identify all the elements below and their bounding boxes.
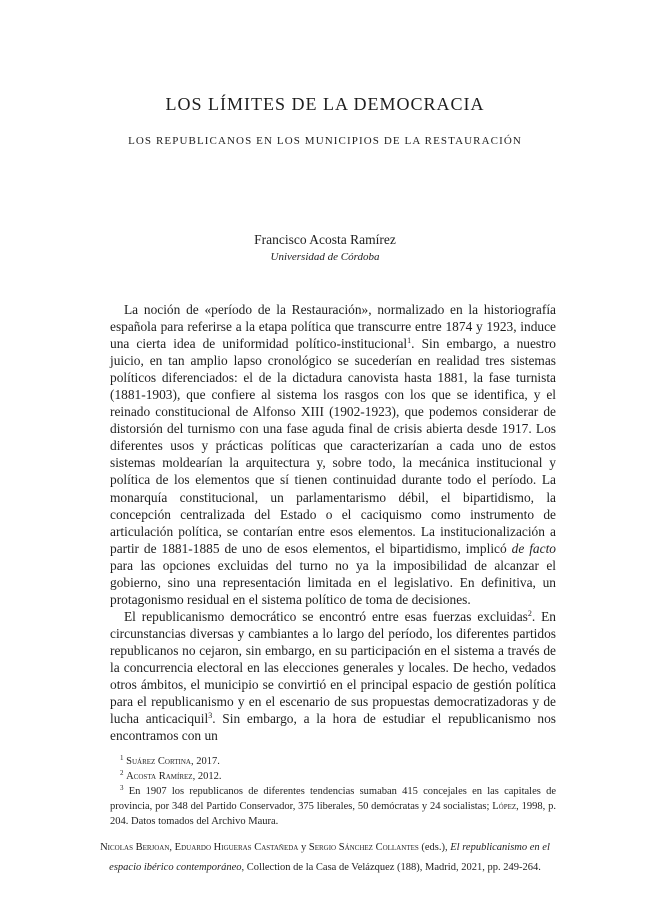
- footnote-3-rest: , 1998, p. 204. Datos tomados del Archivo Maura.: [110, 801, 556, 827]
- chapter-subtitle: LOS REPUBLICANOS EN LOS MUNICIPIOS DE LA RESTAURACIÓN: [128, 135, 522, 147]
- footnote-2: [110, 769, 556, 784]
- footnote-2-author: Acosta Ramírez: [126, 771, 193, 782]
- footnote-1-num: 1: [120, 754, 124, 762]
- citation-sep-1: ,: [169, 842, 175, 853]
- footnote-1-author: Suárez Cortina: [126, 756, 191, 767]
- footnote-ref-1: 1: [407, 336, 412, 346]
- book-citation: [90, 838, 560, 878]
- citation-rest: , Collection de la Casa de Velázquez (188), Madrid, 2021, pp. 249-264.: [241, 862, 541, 873]
- citation-book-title: El republicanismo en el espacio ibérico contemporáneo: [109, 842, 550, 873]
- author-affiliation: Universidad de Córdoba: [270, 251, 380, 263]
- footnote-1-rest: , 2017.: [190, 756, 220, 767]
- citation-editor-2: Eduardo Higueras Castañeda: [174, 842, 299, 853]
- footnote-3-author: López: [492, 801, 517, 812]
- p2-text-b: . En circunstancias diversas y cambiantes a lo largo del período, los diferentes partidos republicanos no cejaron, sin embargo, en su participación en el sistema a través de la concurrencia electoral en las elecciones generales y locales. De hecho, vedados otros ámbitos, el municipio se convirtió en el principal espacio de gestión política para el republicanismo y en el escenario de sus propuestas democratizadoras y de lucha anticaciquil: [110, 608, 556, 727]
- footnote-ref-2: 2: [527, 608, 532, 618]
- footnote-2-num: 2: [120, 769, 124, 777]
- p2-text-c: . Sin embargo, a la hora de estudiar el republicanismo nos encontramos con un: [110, 711, 556, 744]
- footnote-3-text: En 1907 los republicanos de diferentes tendencias sumaban 415 concejales en las capitales de provincia, por 348 del Partido Conservador, 375 liberales, 50 demócratas y 24 socialistas;: [110, 786, 556, 812]
- citation-sep-2: y: [298, 842, 309, 853]
- author-name: Francisco Acosta Ramírez: [254, 232, 396, 247]
- citation-editor-1: Nicolas Berjoan: [100, 842, 170, 853]
- footnote-1: [110, 754, 556, 769]
- body-text: [110, 301, 556, 744]
- p1-text-c: para las opciones excluidas del turno no ya la imposibilidad de alcanzar el gobierno, sino una representación limitada en el legislativo. En definitiva, un protagonismo residual en el sistema político de toma de decisiones.: [110, 557, 556, 607]
- p1-text-b: . Sin embargo, a nuestro juicio, en tan amplio lapso cronológico se sucederían en realidad tres sistemas políticos diferenciados: el de la dictadura canovista hasta 1881, la fase turnista (1881-1903), que confiere al sistema los rasgos con los que se identifica, y el reinado constitucional de Alfonso XIII (1902-1923), que podemos considerar de distorsión del turnismo con una fase aguda final de crisis abierta desde 1917. Los diferentes usos y prácticas políticas que caracterizarían a cada uno de estos sistemas moldearían la arquitectura y, sobre todo, la mecánica institucional y política de los elementos que sí tienen continuidad durante todo el período. La monarquía constitucional, un parlamentarismo débil, el bipartidismo, la concepción centralizada del Estado o el caciquismo como instrumento de articulación política, se contarían entre esos elementos. La institucionalización a partir de 1881-1885 de uno de esos elementos, el bipartidismo, implicó: [110, 336, 556, 556]
- citation-sep-3: (eds.),: [418, 842, 451, 853]
- footnote-3: [110, 784, 556, 829]
- footnote-ref-3: 3: [208, 711, 213, 721]
- citation-editor-3: Sergio Sánchez Collantes: [308, 842, 419, 853]
- footnotes: [110, 754, 556, 829]
- p1-italic: de facto: [511, 540, 556, 556]
- chapter-title: LOS LÍMITES DE LA DEMOCRACIA: [165, 94, 485, 114]
- paragraph-2: [110, 608, 556, 744]
- footnote-3-num: 3: [120, 784, 124, 792]
- p2-text-a: El republicanismo democrático se encontró entre esas fuerzas excluidas: [124, 608, 528, 624]
- p1-text-a: La noción de «período de la Restauración», normalizado en la historiografía española para referirse a la etapa política que transcurre entre 1874 y 1923, induce una cierta idea de uniformidad político-institucional: [110, 302, 556, 352]
- paragraph-1: [110, 301, 556, 608]
- footnote-2-rest: , 2012.: [192, 771, 222, 782]
